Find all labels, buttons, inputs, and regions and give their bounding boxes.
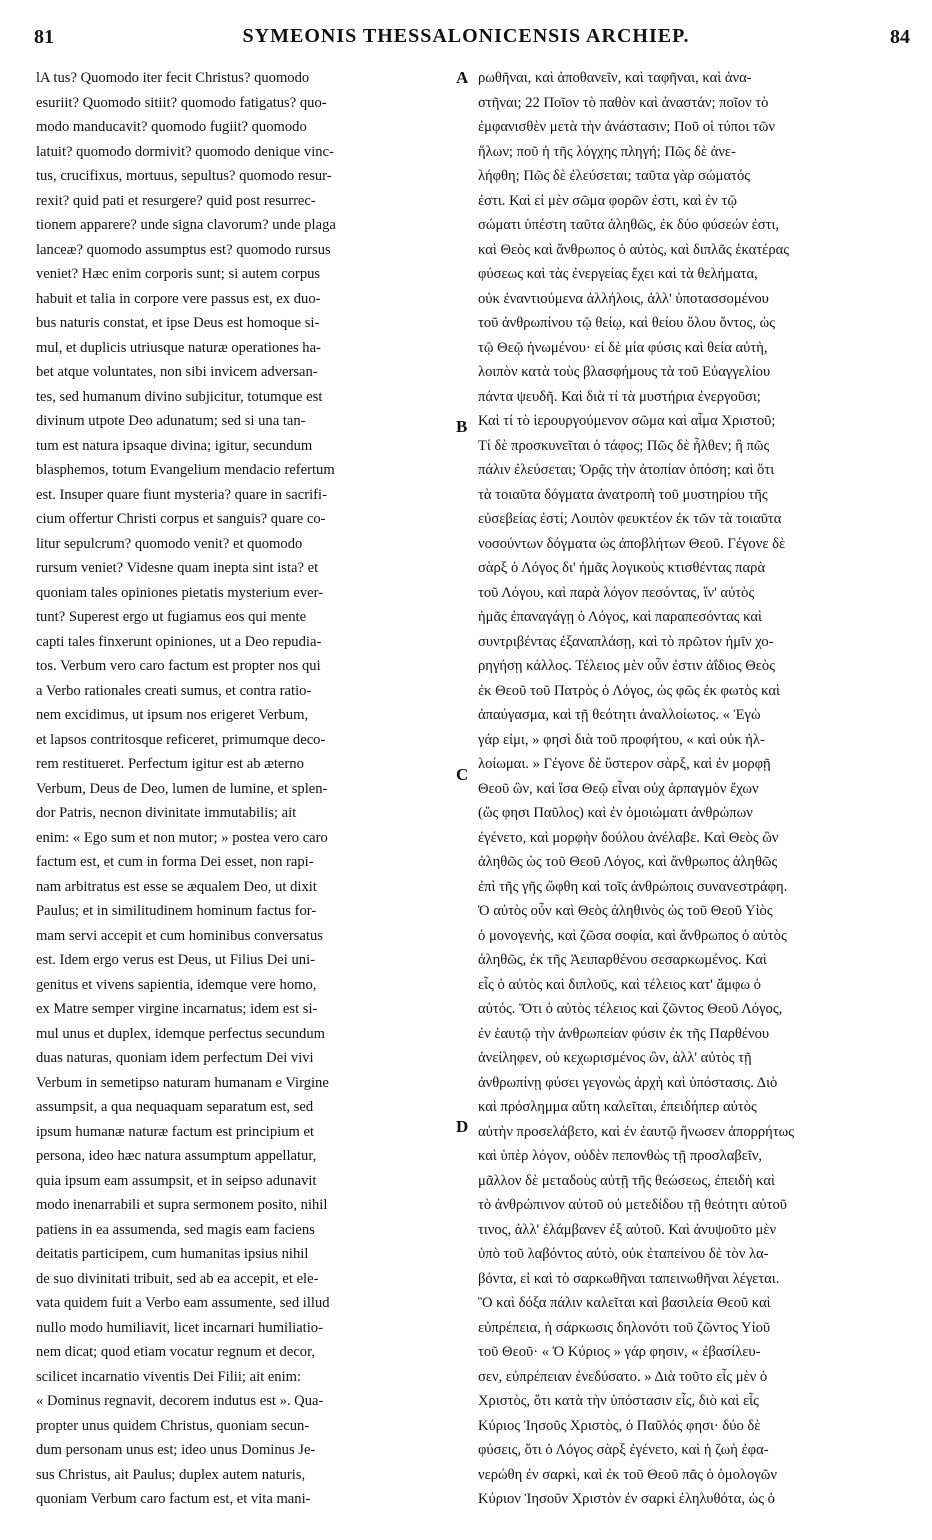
greek-text-line: τινος, ἀλλ' ἐλάμβανεν ἐξ αὐτοῦ. Καὶ ἀνυψοῦτο μὲν (478, 1221, 777, 1238)
greek-text-line: καὶ ὑπὲρ λόγον, οὐδὲν πεπονθὼς τῇ προσλαβεῖν, (478, 1148, 763, 1164)
latin-text-line: scilicet incarnatio viventis Dei Filii; ait enim: (36, 1368, 302, 1385)
latin-text-line: tus, crucifixus, mortuus, sepultus? quomodo resur- (36, 168, 332, 184)
margin-marker-a: A (456, 68, 469, 87)
latin-text-line: et lapsos contritosque reficeret, primumque deco- (36, 731, 326, 748)
page-number-left: 81 (34, 26, 54, 48)
latin-text-line: tionem apparere? unde signa clavorum? unde plaga (36, 217, 336, 233)
greek-text-line: εὐσεβείας ἐστί; Λοιπὸν φευκτέον ἐκ τῶν τὰ τοιαῦτα (478, 511, 782, 527)
latin-text-line: blasphemos, totum Evangelium mendacio refertum (36, 462, 335, 478)
greek-text-line: βόντα, εἰ καὶ τὸ σαρκωθῆναι ταπεινωθῆναι λέγεται. (478, 1270, 780, 1287)
latin-text-line: tum est natura ipsaque divina; igitur, secundum (36, 437, 313, 454)
greek-text-line: τὰ τοιαῦτα δόγματα ἀνατροπὴ τοῦ μυστηρίου τῆς (478, 486, 768, 503)
latin-text-line: propter unus quidem Christus, quoniam secun- (36, 1417, 310, 1434)
latin-text-line: Verbum, Deus de Deo, lumen de lumine, et splen- (36, 780, 328, 797)
latin-text-line: duas naturas, quoniam idem perfectum Dei vivi (36, 1050, 314, 1066)
greek-text-line: ἀπαύγασμα, καὶ τῇ θεότητι ἀναλλοίωτος. « Ἐγὼ (478, 707, 761, 723)
greek-text-line: ἡμᾶς ἐπαναγάγῃ ὁ Λόγος, καὶ παραπεσόντας καὶ (478, 609, 762, 625)
latin-text-line: esuriit? Quomodo sitiit? quomodo fatigatus? quo- (36, 94, 327, 111)
greek-text-line: ἐγένετο, καὶ μορφὴν δούλου ἀνέλαβε. Καὶ Θεὸς ὢν (478, 829, 779, 846)
greek-text-line: ἀνείληφεν, οὐ κεχωρισμένος ὢν, ἀλλ' αὐτὸς τῇ (478, 1050, 752, 1066)
latin-text-line: mam servi accepit et cum hominibus conversatus (36, 927, 323, 944)
latin-text-line: assumpsit, a qua nequaquam separatum est, sed (36, 1099, 314, 1115)
latin-text-line: mul, et duplicis utriusque naturæ operationes ha- (36, 339, 321, 356)
greek-text-line: σὰρξ ὁ Λόγος δι' ἡμᾶς λογικοὺς κτισθέντας παρὰ (478, 560, 766, 576)
greek-text-line: εὐπρέπεια, ἡ σάρκωσις δηλονότι τοῦ ζῶντος Υἱοῦ (478, 1319, 771, 1336)
running-title: SYMEONIS THESSALONICENSIS ARCHIEP. (242, 25, 690, 47)
greek-text-line: πάλιν ἐλεύσεται; Ὁρᾷς τὴν ἀτοπίαν ὁπόση; καὶ ὅτι (478, 462, 775, 478)
greek-text-line: στῆναι; 22 Ποῖον τὸ παθὸν καὶ ἀναστάν; ποῖον τὸ (478, 94, 769, 111)
latin-text-line: mul unus et duplex, idemque perfectus secundum (36, 1025, 325, 1042)
greek-text-line: σώματι ὑπέστη ταῦτα ἀληθῶς, ἐκ δύο φύσεών ἐστι, (478, 217, 780, 233)
latin-text-line: genitus et vivens sapientia, idemque vere homo, (36, 976, 317, 993)
greek-text-line: ἐμφανισθὲν μετὰ τὴν ἀνάστασιν; Ποῦ οἱ τύποι τῶν (478, 119, 775, 135)
greek-text-line: Κύριον Ἰησοῦν Χριστὸν ἐν σαρκὶ ἐληλυθότα, ὡς ὁ (478, 1491, 775, 1507)
greek-text-line: Τί δὲ προσκυνεῖται ὁ τάφος; Πῶς δὲ ἦλθεν; ἢ πῶς (478, 437, 770, 454)
greek-text-line: φύσεις, ὅτι ὁ Λόγος σὰρξ ἐγένετο, καὶ ἡ ζωὴ ἐφα- (478, 1442, 769, 1458)
latin-text-line: habuit et talia in corpore vere passus est, ex duo- (36, 290, 321, 307)
latin-text-line: nam arbitratus est esse se æqualem Deo, ut dixit (36, 878, 317, 895)
greek-text-line: ἀληθῶς ὡς τοῦ Θεοῦ Λόγος, καὶ ἄνθρωπος ἀληθῶς (478, 854, 778, 870)
latin-text-line: ipsum humanæ naturæ factum est principium et (36, 1123, 315, 1140)
greek-text-line: ὁ μονογενὴς, καὶ ζῶσα σοφία, καὶ ἄνθρωπος ὁ αὐτὸς (478, 927, 787, 944)
latin-text-line: rursum veniet? Videsne quam inepta sint ista? et (36, 560, 319, 576)
latin-text-line: sus Christus, ait Paulus; duplex autem naturis, (36, 1466, 306, 1483)
greek-text-line: μᾶλλον δὲ μεταδοὺς αὐτῇ τῆς θεώσεως, ἐπειδὴ καὶ (478, 1172, 775, 1189)
greek-text-line: ἐπὶ τῆς γῆς ὤφθη καὶ τοῖς ἀνθρώποις συνανεστράφη. (478, 878, 788, 895)
greek-text-line: αὐτὴν προσελάβετο, καὶ ἐν ἑαυτῷ ἥνωσεν ἀπορρήτως (478, 1123, 795, 1140)
latin-text-line: factum est, et cum in forma Dei esset, non rapi- (36, 854, 314, 870)
latin-text-line: nem excidimus, ut ipsum nos erigeret Verbum, (36, 707, 309, 723)
latin-text-line: divinum utpote Deo adunatum; sed si una tan- (36, 413, 306, 429)
greek-text-line: Καὶ τί τὸ ἱερουργούμενον σῶμα καὶ αἷμα Χριστοῦ; (478, 413, 776, 429)
latin-text-line: deitatis participem, cum humanitas ipsius nihil (36, 1246, 309, 1262)
latin-text-line: bus naturis constat, et ipse Deus est homoque si- (36, 315, 320, 331)
greek-text-line: Κύριος Ἰησοῦς Χριστὸς, ὁ Παῦλός φησι· δύο δὲ (478, 1417, 761, 1434)
greek-text-line: ἀληθῶς, ἐκ τῆς Ἀειπαρθένου σεσαρκωμένος. Καὶ (478, 952, 767, 968)
latin-text-line: bet atque voluntates, non sibi invicem adversan- (36, 364, 318, 380)
latin-text-line: nullo modo humiliavit, licet incarnari humiliatio- (36, 1319, 323, 1336)
latin-text-line: cium offertur Christi corpus et sanguis? quare co- (36, 511, 326, 527)
latin-text-line: a Verbo rationales creati sumus, et contra ratio- (36, 682, 312, 699)
greek-text-line: νοσούντων δόγματα ὡς ἀποβλήτων Θεοῦ. Γέγονε δὲ (478, 535, 786, 552)
latin-text-line: quia ipsum eam assumpsit, et in seipso adunavit (36, 1172, 317, 1189)
latin-text-line: litur sepulcrum? quomodo venit? et quomodo (36, 535, 303, 552)
greek-text-line: καὶ Θεὸς καὶ ἄνθρωπος ὁ αὐτὸς, καὶ διπλᾶς ἑκατέρας (478, 241, 790, 258)
latin-text-line: est. Idem ergo verus est Deus, ut Filius Dei uni- (36, 952, 315, 968)
latin-text-line: Paulus; et in similitudinem hominum factus for- (36, 903, 317, 919)
latin-text-line: lanceæ? quomodo assumptus est? quomodo rursus (36, 241, 331, 258)
greek-text-line: νερώθη ἐν σαρκὶ, καὶ ἐκ τοῦ Θεοῦ πᾶς ὁ ὁμολογῶν (478, 1466, 777, 1483)
latin-text-line: persona, ideo hæc natura assumptum appellatur, (36, 1148, 317, 1164)
greek-text-line: ἀνθρωπίνῃ φύσει γεγονὼς ἀρχὴ καὶ ὑπόστασις. Διὸ (478, 1074, 778, 1091)
latin-text-line: de suo divinitati tribuit, sed ab ea accepit, et ele- (36, 1270, 319, 1287)
latin-text-line: rexit? quid pati et resurgere? quid post resurrec- (36, 192, 316, 209)
greek-text-line: λήφθη; Πῶς δὲ ἐλεύσεται; ταῦτα γὰρ σώματός (478, 168, 751, 184)
latin-text-line: vata quidem fuit a Verbo eam assumente, sed illud (36, 1295, 330, 1311)
latin-text-line: capti tales finxerunt opiniones, ut a Deo repudia- (36, 633, 322, 650)
latin-text-line: quoniam tales opiniones pietatis mysterium ever- (36, 584, 324, 601)
latin-text-line: dum personam unus est; ideo unus Dominus Je- (36, 1442, 316, 1458)
greek-text-line: λοιπὸν κατὰ τοὺς βλασφήμους τὰ τοῦ Εὐαγγελίου (478, 364, 771, 380)
greek-text-line: λοίωμαι. » Γέγονε δὲ ὕστερον σὰρξ, καὶ ἐν μορφῇ (478, 756, 771, 772)
greek-text-line: καὶ πρόσλημμα αὕτη καλεῖται, ἐπειδήπερ αὐτὸς (478, 1099, 757, 1115)
latin-text-line: Verbum in semetipso naturam humanam e Virgine (36, 1074, 329, 1091)
greek-text-line: φύσεως καὶ τὰς ἐνεργείας ἔχει καὶ τὰ θελήματα, (478, 266, 758, 282)
greek-text-line: Ὃ καὶ δόξα πάλιν καλεῖται καὶ βασιλεία Θεοῦ καὶ (478, 1295, 771, 1311)
latin-text-line: est. Insuper quare fiunt mysteria? quare in sacrifi- (36, 486, 327, 503)
latin-text-line: modo inenarrabili et supra sermonem posito, nihil (36, 1197, 328, 1213)
latin-text-line: enim: « Ego sum et non mutor; » postea vero caro (36, 829, 328, 846)
greek-text-line: συντριβέντας ἐξαναπλάσῃ, καὶ τὸ πρῶτον ἡμῖν χο- (478, 633, 774, 650)
latin-text-line: nem dicat; quod etiam vocatur regnum et decor, (36, 1344, 316, 1360)
greek-text-line: ἥλων; ποῦ ἡ τῆς λόγχης πληγή; Πῶς δὲ ἀνε- (478, 143, 736, 160)
greek-text-line: πάντα ψευδῆ. Καὶ διὰ τί τὰ μυστήρια ἐνεργοῦσι; (478, 388, 761, 405)
greek-text-line: ὑπὸ τοῦ λαβόντος αὐτὸ, οὐκ ἐταπείνου δὲ τὸν λα- (478, 1246, 769, 1262)
latin-text-line: tunt? Superest ergo ut fugiamus eos qui mente (36, 609, 307, 625)
greek-text-line: τοῦ ἀνθρωπίνου τῷ θείῳ, καὶ θείου ὅλου ὄντος, ὡς (478, 315, 776, 331)
margin-marker-b: B (456, 417, 468, 436)
greek-text-line: ρηγήσῃ κάλλος. Τέλειος μὲν οὖν ἐστιν ἀΐδιος Θεὸς (478, 658, 776, 674)
greek-text-line: ἐκ Θεοῦ τοῦ Πατρὸς ὁ Λόγος, ὡς φῶς ἐκ φωτὸς καὶ (478, 682, 780, 699)
latin-text-line: « Dominus regnavit, decorem indutus est ». Qua- (36, 1393, 324, 1409)
latin-text-line: dor Patris, necnon divinitate immutabilis; ait (36, 805, 297, 821)
greek-text-line: εἷς ὁ αὐτὸς καὶ διπλοῦς, καὶ τέλειος κατ' ἄμφω ὁ (478, 976, 761, 993)
greek-text-line: ἐστι. Καὶ εἰ μὲν σῶμα φορῶν ἐστι, καὶ ἐν τῷ (478, 192, 738, 209)
running-header (0, 22, 932, 58)
margin-marker-d: D (456, 1117, 469, 1136)
greek-text-line: τοῦ Θεοῦ· « Ὁ Κύριος » γάρ φησιν, « ἐβασίλευ- (478, 1344, 761, 1360)
latin-text-line: veniet? Hæc enim corporis sunt; si autem corpus (36, 266, 321, 282)
latin-text-line: quoniam Verbum caro factum est, et vita mani- (36, 1491, 311, 1507)
greek-text-line: τὸ ἀνθρώπινον αὐτοῦ οὐ μετεδίδου τῇ θεότητι αὐτοῦ (478, 1197, 787, 1213)
greek-text-line: οὐκ ἐναντιούμενα ἀλλήλοις, ἀλλ' ὑποτασσομένου (478, 290, 769, 307)
latin-text-line: rem restitueret. Perfectum igitur est ab æterno (36, 756, 304, 772)
greek-text-line: Χριστὸς, ὅτι κατὰ τὴν ὑπόστασιν εἷς, διὸ καὶ εἷς (478, 1393, 759, 1409)
latin-text-line: patiens in ea assumenda, sed magis eam faciens (36, 1221, 315, 1238)
greek-text-line: τοῦ Λόγου, καὶ παρὰ λόγον πεσόντας, ἵν' αὐτὸς (478, 584, 755, 601)
margin-marker-c: C (456, 765, 469, 784)
page-number-right: 84 (890, 26, 910, 48)
greek-text-line: γάρ εἰμι, » φησὶ διὰ τοῦ προφήτου, « καὶ οὐκ ἠλ- (478, 731, 765, 748)
latin-text-line: tos. Verbum vero caro factum est propter nos qui (36, 658, 321, 674)
greek-text-line: τῷ Θεῷ ἡνωμένου· εἰ δὲ μία φύσις καὶ θεία αὐτὴ, (478, 339, 768, 356)
latin-text-line: ex Matre semper virgine incarnatus; idem est si- (36, 1001, 318, 1017)
greek-text-line: Ὁ αὐτὸς οὖν καὶ Θεὸς ἀληθινὸς ὡς τοῦ Θεοῦ Υἱὸς (478, 903, 773, 919)
latin-text-line: modo manducavit? quomodo fugiit? quomodo (36, 119, 307, 135)
greek-text-line: ρωθῆναι, καὶ ἀποθανεῖν, καὶ ταφῆναι, καὶ ἀνα- (478, 70, 752, 86)
greek-text-line: (ὥς φησι Παῦλος) καὶ ἐν ὁμοιώματι ἀνθρώπων (478, 805, 753, 821)
greek-column (478, 66, 902, 1512)
latin-text-line: latuit? quomodo dormivit? quomodo denique vinc- (36, 143, 334, 160)
greek-text-line: Θεοῦ ὢν, καὶ ἴσα Θεῷ εἶναι οὐχ ἁρπαγμὸν ἔχων (478, 780, 759, 797)
latin-text-line: lA tus? Quomodo iter fecit Christus? quomodo (36, 70, 310, 86)
latin-text-line: tes, sed humanum divino subjicitur, totumque est (36, 388, 323, 405)
greek-text-line: σεν, εὐπρέπειαν ἐνεδύσατο. » Διὰ τοῦτο εἷς μὲν ὁ (478, 1368, 768, 1385)
latin-column (36, 66, 454, 1512)
greek-text-line: αὐτός. Ὅτι ὁ αὐτὸς τέλειος καὶ ζῶντος Θεοῦ Λόγος, (478, 1001, 783, 1017)
greek-text-line: ἐν ἑαυτῷ τὴν ἀνθρωπείαν φύσιν ἐκ τῆς Παρθένου (478, 1025, 770, 1042)
